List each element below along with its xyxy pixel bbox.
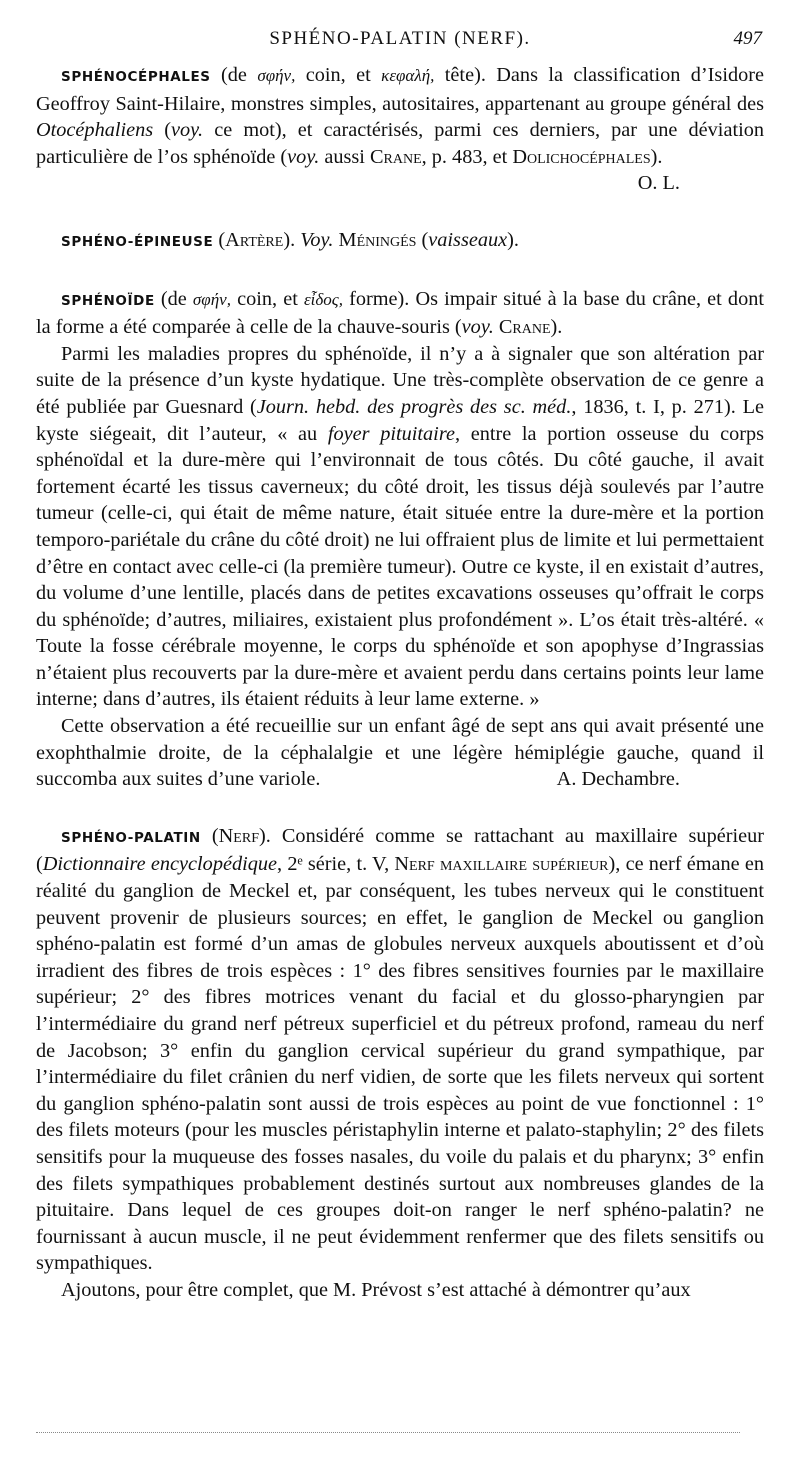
text-run: ). xyxy=(550,316,563,339)
greek-word: εἶδος, xyxy=(303,289,343,309)
text-run: coin, et xyxy=(230,287,304,310)
small-caps-text: Dolichocéphales xyxy=(512,145,651,168)
text-run: ( xyxy=(416,228,429,251)
running-head xyxy=(36,28,764,52)
dictionary-entry xyxy=(36,286,764,793)
italic-text: Voy. xyxy=(300,228,334,251)
italic-text: foyer pituitaire xyxy=(327,422,455,445)
entry-headword: SPHÉNO-ÉPINEUSE xyxy=(61,233,214,250)
entry-first-paragraph xyxy=(36,823,764,1277)
text-run: coin, et xyxy=(295,64,382,86)
text-run: ). xyxy=(283,228,301,251)
text-run: ( xyxy=(153,119,172,142)
small-caps-text: Nerf maxillaire supérieur xyxy=(394,853,609,876)
text-run: , 2ᵉ série, t. V, xyxy=(277,853,395,876)
text-run: Ajoutons, pour être complet, que M. Prévost s’est attaché à démontrer qu’aux xyxy=(61,1278,691,1301)
entry-headword: SPHÉNOÏDE xyxy=(61,292,155,309)
entry-first-paragraph xyxy=(36,62,764,195)
small-caps-text: Nerf xyxy=(218,824,259,847)
text-run: , 1836, t. I, p. 271). Le kyste siégeait, dit l’auteur, « au xyxy=(36,395,764,445)
text-run: ). Considéré comme se rattachant au maxillaire supérieur ( xyxy=(36,824,764,876)
text-run: forme). Os impair situé à la base du crâne, et dont la forme a été comparée à celle de la chauve-souris ( xyxy=(36,287,764,339)
entry-first-paragraph xyxy=(36,286,764,341)
entry-headword: SPHÉNOCÉPHALES xyxy=(61,69,211,85)
dictionary-entry xyxy=(36,62,764,197)
text-run: ), ce nerf émane en réalité du ganglion de Meckel et, par conséquent, les tubes nerveux qui le constituent peuvent provenir de plusieurs sources; en effet, le ganglion de Meckel ou ganglion sphéno-palatin est formé d’un amas de globules nerveux auxquels aboutissent et d’où irradient des fibres de trois espèces : 1° des fibres sensitives fournies par le maxillaire supérieur; 2° des fibres motrices venant du facial et du glosso-pharyngien par l’intermédiaire du grand nerf pétreux superficiel et du pétreux profond, rameau du nerf de Jacobson; 3° enfin du ganglion cervical supérieur du grand sympathique, par l’intermédiaire du filet crânien du nerf vidien, de sorte que les filets nerveux qui sortent du ganglion sphéno-palatin sont aussi de trois espèces au point de vue fonctionnel : 1° des filets moteurs (pour les muscles péristaphylin interne et palato-staphylin; 2° des filets sensitifs pour la muqueuse des fosses nasales, du voile du palais et du pharynx; 3° enfin des filets sympathiques probablement destinés surtout aux nombreuses glandes de la pituitaire. Dans lequel de ces groupes doit-on ranger le nerf sphéno-palatin? ne fournissant à aucun muscle, il ne peut évidemment renfermer que des filets sensitifs ou sympathiques. xyxy=(36,853,764,1275)
italic-text: vaisseaux xyxy=(428,228,508,251)
small-caps-text: Méningés xyxy=(338,228,417,251)
small-caps-text: Crane xyxy=(369,145,422,168)
small-caps-text: Artère xyxy=(225,228,284,251)
greek-word: σφήν, xyxy=(192,289,231,309)
entry-signature: O. L. xyxy=(637,172,680,195)
text-run: (de xyxy=(210,64,258,86)
text-run: ce mot), et caractérisés, parmi ces derniers, par une déviation particulière de l’os sphénoïde ( xyxy=(36,119,764,168)
text-run: ). xyxy=(507,228,519,251)
italic-text: Journ. hebd. des progrès des sc. méd. xyxy=(256,395,572,418)
article-body xyxy=(36,62,764,1304)
text-run: tête). Dans la classification d’Isidore Geoffroy Saint-Hilaire, monstres simples, autositaires, appartenant au groupe général des xyxy=(36,64,764,115)
text-run: ). xyxy=(650,145,663,168)
small-caps-text: Crane xyxy=(498,316,551,339)
italic-text: Otocéphaliens xyxy=(36,119,154,142)
entry-paragraph xyxy=(36,713,764,793)
greek-word: κεφαλή, xyxy=(381,66,435,85)
italic-text: voy. xyxy=(287,145,320,168)
text-run: , p. 483, et xyxy=(421,145,513,168)
italic-text: Dictionnaire encyclopédique xyxy=(42,853,278,876)
text-run: aussi xyxy=(319,145,370,168)
entry-headword: SPHÉNO-PALATIN xyxy=(61,829,201,846)
running-title: SPHÉNO-PALATIN (NERF). xyxy=(269,28,531,49)
entry-paragraph xyxy=(36,341,764,713)
text-run: (de xyxy=(154,287,193,310)
text-run: Parmi les maladies propres du sphénoïde, il n’y a à signaler que son altération par suite de la présence d’un kyste hydatique. Une très-complète observation de ce genre a été publiée par Guesnard ( xyxy=(36,342,764,418)
greek-word: σφήν, xyxy=(257,66,296,85)
footer-dotted-rule xyxy=(36,1432,740,1433)
text-run: ( xyxy=(200,824,219,847)
entry-first-paragraph xyxy=(36,227,764,256)
entry-paragraph xyxy=(36,1277,764,1304)
italic-text: voy. xyxy=(171,119,204,142)
italic-text: voy. xyxy=(461,316,494,339)
text-run: , entre la portion osseuse du corps sphénoïdal et la dure-mère qui l’environnait de tous côtés. Du côté gauche, il avait fortement écarté les tissus caverneux; du côté droit, les tissus déjà soulevés par l’autre tumeur (celle-ci, qui était de même nature, était située entre la dure-mère et la portion temporo-pariétale du crâne du côté droit) ne lui offraient plus de limite et lui permettaient d’être en contact avec celle-ci (la première tumeur). Outre ce kyste, il en existait d’autres, du volume d’une lentille, placés dans de petites excavations osseuses qu’offrait le corps du sphénoïde; d’autres, miliaires, existaient plus profondément ». L’os était très-altéré. « Toute la fosse cérébrale moyenne, le corps du sphénoïde et son apophyse d’Ingrassias n’étaient plus recouverts par la dure-mère et avaient perdu dans certains points leur lame interne; dans d’autres, ils étaient réduits à leur lame externe. » xyxy=(36,422,765,711)
text-run: Cette observation a été recueillie sur un enfant âgé de sept ans qui avait présenté une exophthalmie droite, de la céphalalgie et une légère hémiplégie gauche, quand il succomba aux suites d’une variole. xyxy=(36,715,764,791)
page-number: 497 xyxy=(733,28,762,49)
dictionary-entry xyxy=(36,227,764,256)
text-run: ( xyxy=(213,228,226,251)
entry-signature: A. Dechambre. xyxy=(556,768,680,791)
dictionary-entry xyxy=(36,823,764,1304)
